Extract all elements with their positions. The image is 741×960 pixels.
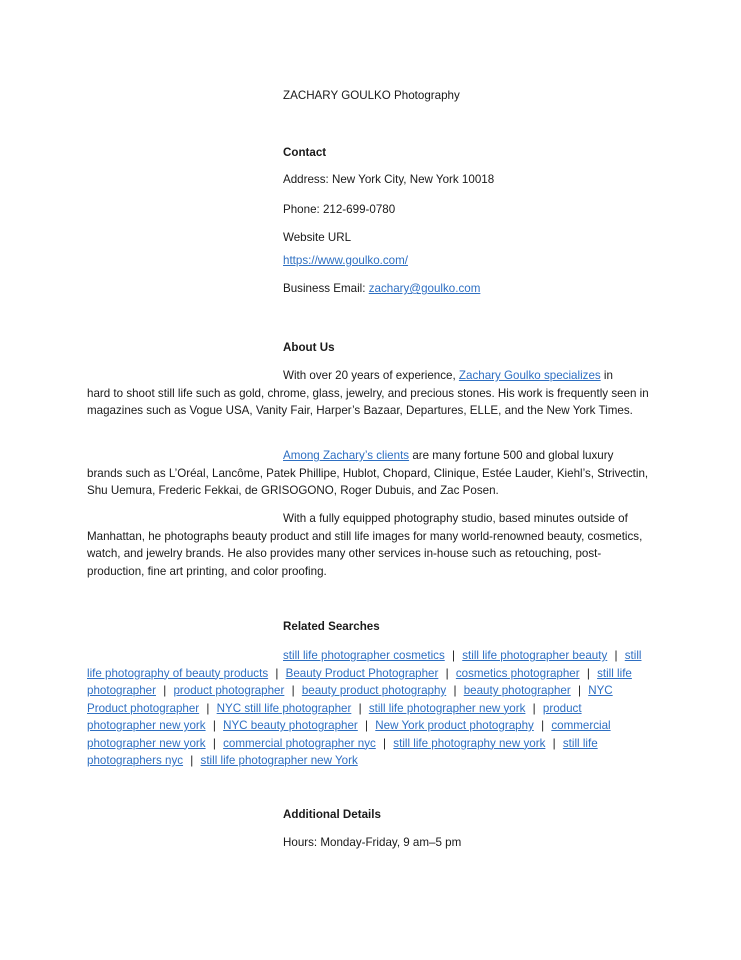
related-search-link[interactable]: commercial photographer nyc: [223, 736, 376, 750]
p1-text-a: With over 20 years of experience,: [283, 369, 459, 382]
link-separator: |: [275, 666, 279, 680]
related-search-link[interactable]: NYC still life photographer: [216, 701, 352, 715]
related-search-link[interactable]: still life photography new york: [393, 736, 546, 750]
about-heading: About Us: [283, 341, 335, 354]
related-search-link[interactable]: product photographer: [173, 684, 285, 697]
link-separator: |: [577, 684, 581, 697]
hours: Hours: Monday-Friday, 9 am–5 pm: [283, 836, 462, 849]
related-search-link[interactable]: still life photographers nyc: [87, 736, 598, 767]
link-separator: |: [163, 684, 167, 697]
contact-phone: Phone: 212-699-0780: [283, 203, 396, 216]
p2-rest: brands such as L’Oréal, Lancôme, Patek Phillipe, Hublot, Chopard, Clinique, Estée Lauder, Kiehl’s, Strivectin, Shu Uemura, Frederic Fekkai, de GRISOGONO, Roger Dubuis, and Zac Posen.: [87, 466, 649, 497]
about-paragraph-2: [87, 447, 657, 500]
related-search-link[interactable]: cosmetics photographer: [455, 666, 580, 680]
link-separator: |: [365, 719, 369, 732]
website-label: Website URL: [283, 231, 352, 244]
related-search-link[interactable]: Beauty Product Photographer: [285, 666, 439, 680]
related-links: [87, 647, 647, 770]
p1-link[interactable]: Zachary Goulko specializes: [458, 369, 601, 382]
link-separator: |: [614, 649, 618, 662]
related-search-link[interactable]: NYC beauty photographer: [223, 719, 358, 732]
p1-text-b: in: [600, 369, 613, 382]
link-separator: |: [445, 666, 449, 680]
related-search-link[interactable]: still life photography of beauty products: [87, 649, 642, 680]
link-separator: |: [358, 701, 362, 715]
p1-rest: hard to shoot still life such as gold, chrome, glass, jewelry, and precious stones. His work is frequently seen in magazines such as Vogue USA, Vanity Fair, Harper’s Bazaar, Departures, ELLE, and the New York Times.: [87, 386, 649, 417]
additional-heading: Additional Details: [283, 808, 381, 821]
about-paragraph-1: [87, 367, 657, 420]
related-search-link[interactable]: still life photographer new York: [200, 754, 358, 767]
contact-address: Address: New York City, New York 10018: [283, 173, 495, 186]
related-search-link[interactable]: beauty photographer: [463, 684, 571, 697]
page-title: ZACHARY GOULKO Photography: [283, 89, 460, 102]
link-separator: |: [552, 736, 556, 750]
related-search-link[interactable]: New York product photography: [375, 719, 534, 732]
link-separator: |: [383, 736, 387, 750]
link-separator: |: [541, 719, 545, 732]
related-heading: Related Searches: [283, 620, 380, 633]
p3-rest: Manhattan, he photographs beauty product and still life images for many world-renowned beauty, cosmetics, watch, and jewelry brands. He also provides many other services in-house such as retouching, post-production, fine art printing, and color proofing.: [87, 529, 643, 578]
business-email-row: [283, 282, 480, 295]
related-search-link[interactable]: still life photographer: [87, 666, 632, 697]
related-search-link[interactable]: NYC Product photographer: [87, 684, 613, 715]
contact-heading: Contact: [283, 146, 327, 159]
related-search-link[interactable]: beauty product photography: [301, 684, 447, 697]
about-paragraph-3: [87, 510, 657, 580]
link-separator: |: [212, 736, 216, 750]
email-label: Business Email:: [283, 282, 369, 295]
link-separator: |: [212, 719, 216, 732]
p2-text-a: are many fortune 500 and global luxury: [409, 449, 614, 462]
link-separator: |: [206, 701, 210, 715]
related-search-link[interactable]: still life photographer new york: [368, 701, 526, 715]
email-link[interactable]: zachary@goulko.com: [368, 282, 481, 295]
link-separator: |: [291, 684, 295, 697]
p2-link[interactable]: Among Zachary’s clients: [283, 449, 410, 462]
link-separator: |: [451, 649, 455, 662]
related-search-link[interactable]: product photographer new york: [87, 701, 582, 732]
website-link[interactable]: https://www.goulko.com/: [283, 254, 409, 267]
p3-text-a: With a fully equipped photography studio, based minutes outside of: [283, 512, 628, 525]
link-separator: |: [453, 684, 457, 697]
related-search-link[interactable]: still life photographer cosmetics: [283, 649, 445, 662]
link-separator: |: [586, 666, 590, 680]
link-separator: |: [190, 754, 194, 767]
related-search-link[interactable]: still life photographer beauty: [462, 649, 608, 662]
link-separator: |: [532, 701, 536, 715]
related-search-link[interactable]: commercial photographer new york: [87, 719, 611, 750]
